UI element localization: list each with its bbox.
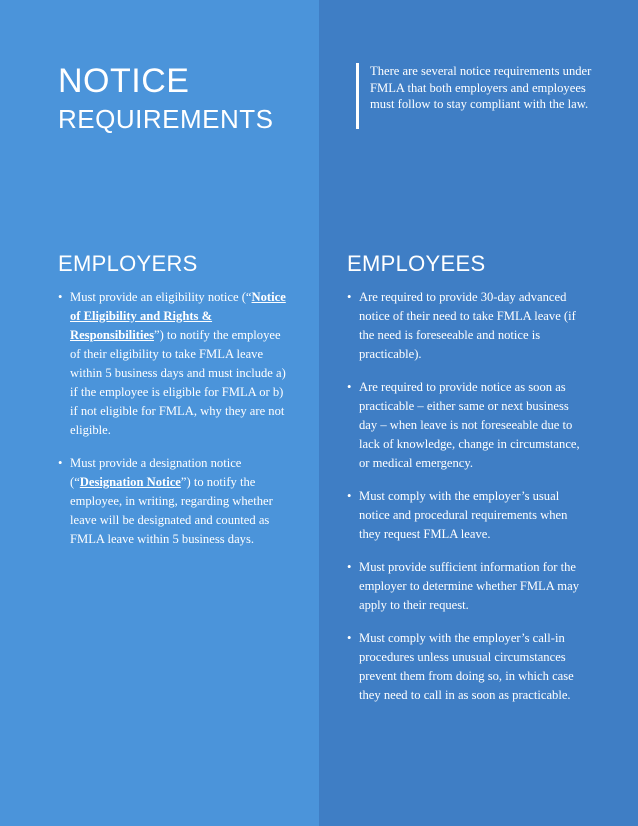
employees-heading: EMPLOYEES	[347, 251, 486, 276]
page-title	[58, 64, 273, 132]
item-text-after: ”) to notify the employee of their eligibility to take FMLA leave within 5 business days and must include a) if the employee is eligible for FMLA or b) if not eligible for FMLA, why they are not eligible.	[70, 328, 286, 437]
list-item	[347, 487, 583, 544]
title-line-1: NOTICE	[58, 62, 190, 100]
item-text: Must comply with the employer’s call-in procedures unless unusual circumstances prevent them from doing so, in which case they need to call in as soon as practicable.	[359, 631, 574, 702]
employers-list	[58, 288, 288, 563]
bullet-icon: •	[347, 489, 352, 503]
item-text: Are required to provide notice as soon as practicable – either same or next business day – when leave is not foreseeable due to lack of knowledge, change in circumstance, or medical emergency.	[359, 380, 580, 470]
list-item	[347, 629, 583, 705]
item-text-after: ”) to notify the employee, in writing, regarding whether leave will be designated and counted as FMLA leave within 5 business days.	[70, 475, 273, 546]
list-item	[58, 288, 288, 440]
item-text-before: Must provide an eligibility notice (“	[70, 290, 252, 304]
eligibility-notice-link[interactable]: Notice of Eligibility and Rights & Responsibilities	[70, 290, 286, 342]
list-item	[58, 454, 288, 549]
bullet-icon: •	[347, 560, 352, 574]
title-line-2: REQUIREMENTS	[58, 104, 274, 134]
bullet-icon: •	[347, 380, 352, 394]
intro-text: There are several notice requirements under FMLA that both employers and employees must follow to stay compliant with the law.	[356, 63, 600, 129]
employees-list	[347, 288, 583, 719]
bullet-icon: •	[58, 456, 63, 470]
item-text: Must provide sufficient information for the employer to determine whether FMLA may apply to their request.	[359, 560, 579, 612]
designation-notice-link[interactable]: Designation Notice	[79, 475, 181, 489]
employers-heading: EMPLOYERS	[58, 251, 198, 276]
item-text-before: Must provide a designation notice (“	[70, 456, 242, 489]
item-text: Are required to provide 30-day advanced notice of their need to take FMLA leave (if the need is foreseeable and notice is practicable).	[359, 290, 576, 361]
list-item	[347, 558, 583, 615]
item-text: Must comply with the employer’s usual notice and procedural requirements when they request FMLA leave.	[359, 489, 568, 541]
list-item	[347, 378, 583, 473]
bullet-icon: •	[347, 290, 352, 304]
list-item	[347, 288, 583, 364]
bullet-icon: •	[347, 631, 352, 645]
bullet-icon: •	[58, 290, 63, 304]
